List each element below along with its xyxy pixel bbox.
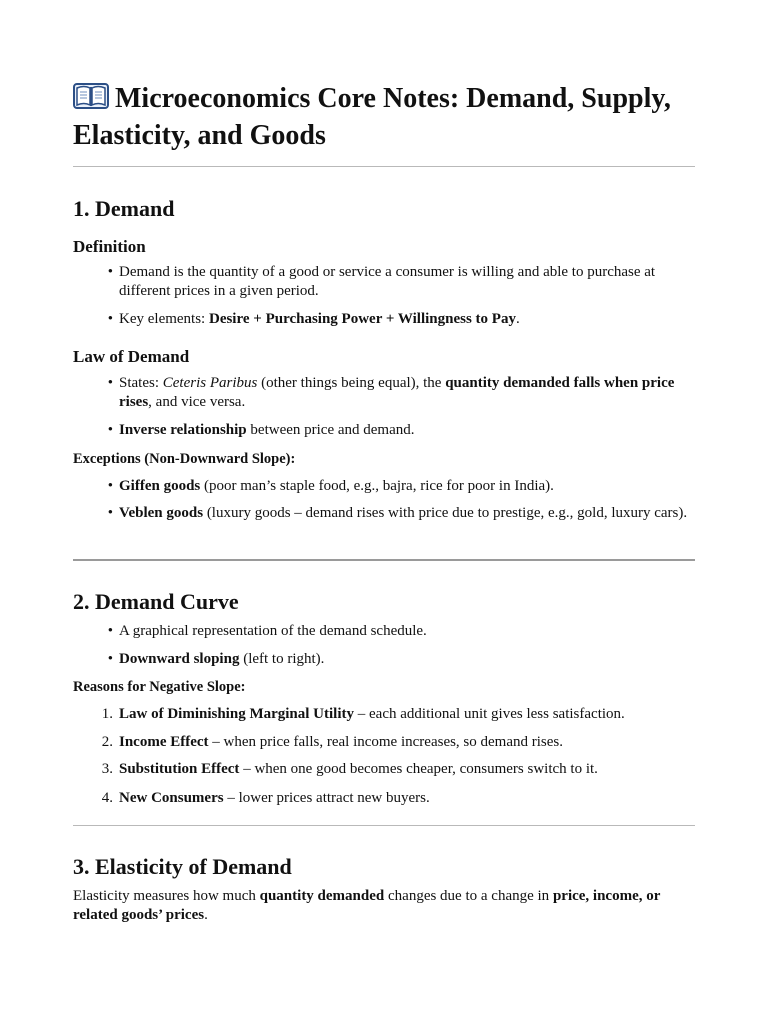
- section-heading-demand-curve: 2. Demand Curve: [73, 589, 239, 614]
- bullet: •: [107, 264, 113, 280]
- list-item: • Inverse relationship between price and demand.: [119, 421, 695, 440]
- page-title-text: Microeconomics Core Notes: Demand, Supply, Elasticity, and Goods: [73, 83, 671, 151]
- page-title: [73, 82, 695, 153]
- list-item: • A graphical representation of the demand schedule.: [119, 622, 695, 641]
- list-item: • Veblen goods (luxury goods – demand rises with price due to prestige, e.g., gold, luxury cars).: [119, 504, 695, 523]
- paragraph: Elasticity measures how much quantity demanded changes due to a change in price, income, or related goods’ prices.: [73, 888, 661, 923]
- numbered-item: 1. Law of Diminishing Marginal Utility – each additional unit gives less satisfaction.: [101, 706, 625, 722]
- numbered-item: 2. Income Effect – when price falls, real income increases, so demand rises.: [101, 734, 564, 750]
- bullet: •: [107, 478, 113, 494]
- list-item: • States: Ceteris Paribus (other things being equal), the quantity demanded falls when price rises, and vice versa.: [119, 374, 695, 412]
- subheading-reasons: Reasons for Negative Slope:: [73, 679, 246, 695]
- bullet: •: [107, 623, 113, 639]
- bullet: •: [107, 311, 113, 327]
- bullet: •: [107, 505, 113, 521]
- divider: [73, 825, 695, 826]
- section-heading-demand: 1. Demand: [73, 196, 175, 221]
- list-item: • Key elements: Desire + Purchasing Power + Willingness to Pay.: [119, 310, 695, 329]
- subheading-law-of-demand: Law of Demand: [73, 347, 190, 366]
- numbered-item: 3. Substitution Effect – when one good becomes cheaper, consumers switch to it.: [101, 761, 598, 777]
- list-item: • Downward sloping (left to right).: [119, 650, 695, 669]
- subheading-definition: Definition: [73, 237, 146, 256]
- subheading-exceptions: Exceptions (Non-Downward Slope):: [73, 451, 296, 467]
- open-book-icon: [73, 82, 109, 119]
- numbered-item: 4. New Consumers – lower prices attract new buyers.: [101, 790, 430, 806]
- list-item: • Giffen goods (poor man’s staple food, e.g., bajra, rice for poor in India).: [119, 477, 695, 496]
- bullet: •: [107, 422, 113, 438]
- bullet: •: [107, 651, 113, 667]
- list-item: • Demand is the quantity of a good or service a consumer is willing and able to purchase at different prices in a given period.: [119, 263, 695, 301]
- divider: [73, 559, 695, 561]
- divider: [73, 166, 695, 167]
- bullet: •: [107, 375, 113, 391]
- section-heading-elasticity: 3. Elasticity of Demand: [73, 854, 292, 879]
